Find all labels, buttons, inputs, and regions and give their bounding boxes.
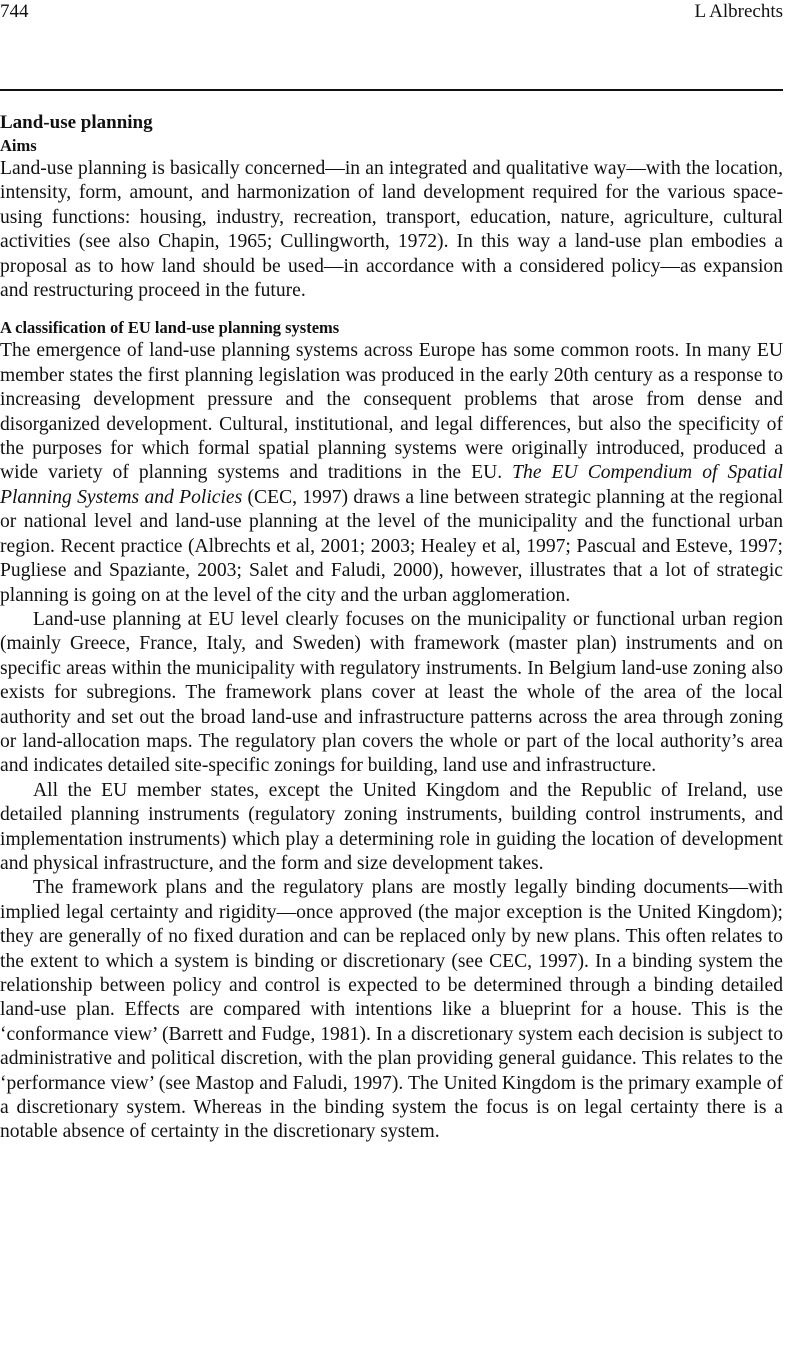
classification-paragraph-4: The framework plans and the regulatory plans are mostly legally binding documents—with implied legal certainty and rigidity—once approved (the major exception is the United Kingdom); they are generally of no fixed duration and can be replaced only by new plans. This often relates to the extent to which a system is binding or discretionary (see CEC, 1997). In a binding system the relationship between policy and control is expected to be determined through a binding detailed land-use plan. Effects are compared with intentions like a blueprint for a house. This is the ‘conformance view’ (Barrett and Fudge, 1981). In a discretionary system each decision is subject to administrative and political discretion, with the plan providing general guidance. This relates to the ‘performance view’ (see Mastop and Faludi, 1997). The United Kingdom is the primary example of a discretionary system. Whereas in the binding system the focus is on legal certainty there is a notable absence of certainty in the discretionary system.: [0, 877, 783, 1143]
aims-paragraph: Land-use planning is basically concerned—in an integrated and qualitative way—with the location, intensity, form, amount, and harmonization of land development required for the various space-using functions: housing, industry, recreation, transport, education, nature, agriculture, cultural activities (see also Chapin, 1965; Cullingworth, 1972). In this way a land-use plan embodies a proposal as to how land should be used—in accordance with a considered policy—as expansion and restructuring proceed in the future.: [0, 158, 783, 302]
running-head-author: L Albrechts: [694, 1, 783, 22]
classification-paragraph-3: All the EU member states, except the United Kingdom and the Republic of Ireland, use detailed planning instruments (regulatory zoning instruments, building control instruments, and implementation instruments) which play a determining role in guiding the location of development and physical infrastructure, and the form and size development takes.: [0, 779, 783, 874]
article-body: [0, 111, 783, 1145]
page-number: 744: [0, 1, 29, 22]
running-head: [0, 0, 783, 24]
p1-text-end: (CEC, 1997) draws a line between strategic planning at the regional or national level and land-use planning at the level of the municipality and the functional urban region. Recent practice (Albrechts et al, 2001; 2003; Healey et al, 1997; Pascual and Esteve, 1997; Pugliese and Spaziante, 2003; Salet and Faludi, 2000), however, illustrates that a lot of strategic planning is going on at the level of the city and the urban agglomeration.: [0, 486, 784, 606]
header-rule: [0, 89, 783, 91]
p1-text-start: The emergence of land-use planning systems across Europe has some common roots. In many EU member states the first planning legislation was produced in the early 20th century as a response to increasing development pressure and the consequent problems that arose from dense and disorganized development. Cultural, institutional, and legal differences, but also the specificity of the purposes for which formal spatial planning systems were originally introduced, produced a wide variety of planning systems and traditions in the EU.: [0, 340, 783, 484]
aims-heading: Aims: [0, 136, 37, 155]
classification-paragraph-1: [0, 339, 783, 607]
classification-heading: A classification of EU land-use planning systems: [0, 318, 340, 338]
compendium-title: The EU Compendium of Spatial Planning Systems and Policies: [0, 462, 783, 508]
classification-paragraph-2: Land-use planning at EU level clearly focuses on the municipality or functional urban region (mainly Greece, France, Italy, and Sweden) with framework (master plan) instruments and on specific areas within the municipality with regulatory instruments. In Belgium land-use zoning also exists for subregions. The framework plans cover at least the whole of the area of the local authority and set out the broad land-use and infrastructure patterns across the area through zoning or land-allocation maps. The regulatory plan covers the whole or part of the local authority’s area and indicates detailed site-specific zonings for building, land use and infrastructure.: [0, 608, 783, 777]
section-title: Land-use planning: [0, 112, 153, 133]
